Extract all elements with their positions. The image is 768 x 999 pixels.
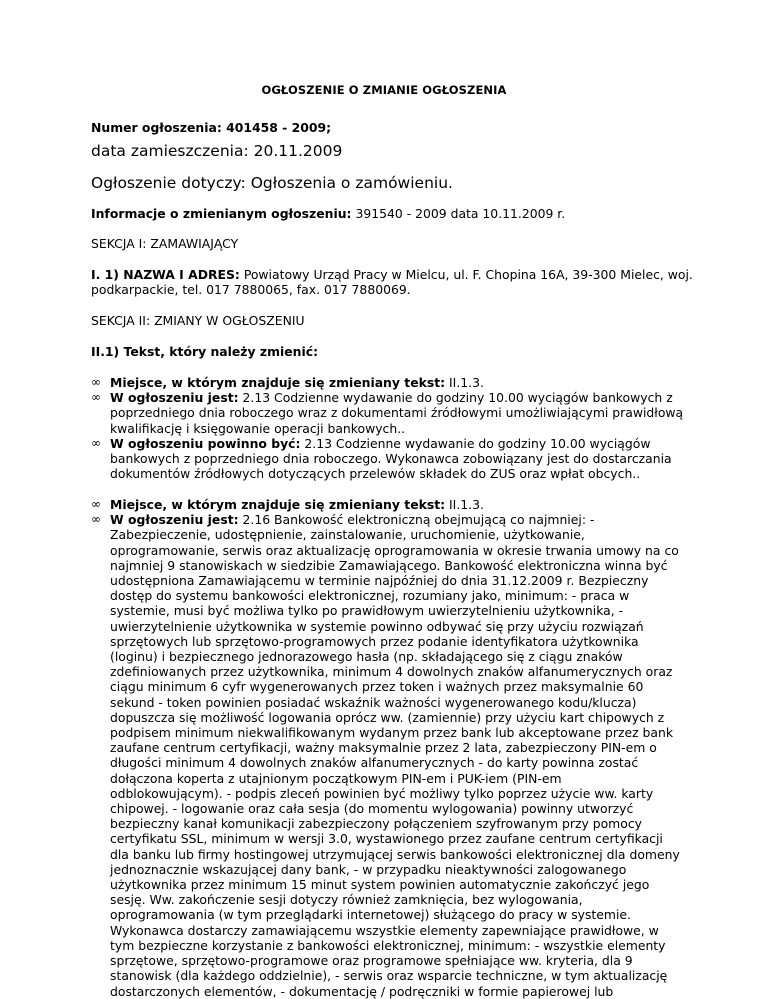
- is-text-line: podpisem minimum niekwalifikowanym wydanym przez bank lub akceptowane przez bank: [110, 725, 674, 741]
- is-text: 2.13 Codzienne wydawanie do godziny 10.00 wyciągów bankowych z: [238, 390, 673, 406]
- is-text-line: najmniej 9 stanowiskach w siedzibie Zamawiającego. Bankowość elektroniczna winna być: [110, 557, 668, 573]
- is-text-line: dołączona koperta z utajnionym początkowym PIN-em i PUK-iem (PIN-em: [110, 770, 562, 786]
- name-and-address: [91, 267, 711, 297]
- changed-announcement-info: [91, 206, 711, 221]
- is-label: W ogłoszeniu jest:: [110, 390, 239, 406]
- info-value: 391540 - 2009 data 10.11.2009 r.: [351, 206, 566, 221]
- address-text: Powiatowy Urząd Pracy w Mielcu, ul. F. Chopina 16A, 39-300 Mielec, woj.: [239, 267, 693, 282]
- is-text-line: (loginu) i bezpiecznego jednorazowego hasła (np. składającego się z ciągu znaków: [110, 649, 623, 665]
- is-text-line: sprzętowych lub sprzętowo-programowych przez podanie identyfikatora użytkownika: [110, 633, 639, 649]
- is-text-line: sprzętowe, sprzętowo-programowe oraz programowe spełniające ww. kryteria, dla 9: [110, 953, 633, 969]
- should-label: W ogłoszeniu powinno być:: [110, 435, 301, 451]
- is-text-line: odblokowującym). - podpis zleceń powinien być możliwy tylko poprzez użycie ww. karty: [110, 785, 654, 801]
- list-item: [91, 512, 711, 999]
- is-text-line: Wykonawca dostarczy zamawiającemu wszystkie elementy zapewniające prawidłowe, w: [110, 922, 659, 938]
- text-change-heading: II.1) Tekst, który należy zmienić:: [91, 344, 319, 359]
- place-label: Miejsce, w którym znajduje się zmieniany tekst:: [110, 375, 446, 390]
- section-1-heading: SEKCJA I: ZAMAWIAJĄCY: [91, 236, 239, 251]
- list-item: [91, 375, 711, 390]
- is-text-line: kwalifikację i księgowanie operacji bankowych..: [110, 420, 406, 436]
- document-title: OGŁOSZENIE O ZMIANIE OGŁOSZENIA: [261, 83, 507, 97]
- is-text-line: dopuszcza się możliwość logowania oprócz ww. (zamiennie) przy użyciu kart chipowych z: [110, 709, 665, 725]
- is-text-line: tym bezpieczne korzystanie z bankowości elektronicznej, minimum: - wszystkie elementy: [110, 937, 666, 953]
- place-value: II.1.3.: [445, 497, 484, 512]
- is-text-line: ciągu minimum 6 cyfr wygenerowanych przez token i ważnych przez maksymalnie 60: [110, 679, 644, 695]
- is-text-line: stanowisk (dla każdego oddzielnie), - serwis oraz wsparcie techniczne, w tym aktualizację: [110, 968, 668, 984]
- address-line: [91, 267, 711, 282]
- is-text-line: Zabezpieczenie, udostępnienie, zainstalowanie, uruchomienie, użytkowanie,: [110, 527, 585, 543]
- should-text-line: dokumentów źródłowych dotyczących przelewów składek do ZUS oraz wpłat obcych..: [110, 466, 641, 482]
- bullet-icon: ∞: [91, 512, 101, 527]
- is-text-line: chipowej. - logowanie oraz cała sesja (do momentu wylogowania) powinny utworzyć: [110, 801, 634, 817]
- announcement-concerns: Ogłoszenie dotyczy: Ogłoszenia o zamówieniu.: [91, 174, 453, 192]
- is-text-line: dostęp do systemu bankowości elektronicznej, rozumiany jako, minimum: - praca w: [110, 588, 630, 604]
- place-value: II.1.3.: [445, 375, 484, 390]
- is-text-line: sekund - token powinien posiadać wskaźnik ważności wygenerowanego kodu/klucza): [110, 694, 637, 710]
- section-2-heading: SEKCJA II: ZMIANY W OGŁOSZENIU: [91, 313, 305, 328]
- is-label: W ogłoszeniu jest:: [110, 512, 239, 528]
- is-text-line: bezpieczny kanał komunikacji zabezpieczony połączeniem szyfrowanym przy pomocy: [110, 816, 642, 832]
- bullet-icon: ∞: [91, 435, 101, 450]
- is-text-line: jednoznacznie wskazującej dany bank, - w przypadku nieaktywności zalogowanego: [110, 861, 627, 877]
- info-label: Informacje o zmienianym ogłoszeniu:: [91, 206, 352, 221]
- list-item: [91, 497, 711, 512]
- is-text-line: długości minimum 4 dowolnych znaków alfanumerycznych - do karty powinna zostać: [110, 755, 639, 771]
- address-line: podkarpackie, tel. 017 7880065, fax. 017 7880069.: [91, 282, 411, 298]
- is-text: 2.16 Bankowość elektroniczną obejmującą co najmniej: -: [238, 512, 595, 528]
- place-label: Miejsce, w którym znajduje się zmieniany tekst:: [110, 497, 446, 512]
- change-list-2: [91, 497, 711, 999]
- should-text-line: bankowych z poprzedniego dnia roboczego. Wykonawca zobowiązany jest do dostarczania: [110, 451, 672, 467]
- is-text-line: użytkownika przez minimum 15 minut system powinien automatycznie zakończyć jego: [110, 877, 650, 893]
- is-text-line: sesję. Ww. zakończenie sesji dotyczy również zamknięcia, bez wylogowania,: [110, 892, 583, 908]
- is-text-line: uwierzytelnienie użytkownika w systemie powinno odbywać się przy użyciu rozwiązań: [110, 618, 644, 634]
- is-text-line: certyfikatu SSL, minimum w wersji 3.0, wystawionego przez zaufane centrum certyfikacji: [110, 831, 663, 847]
- is-text-line: oprogramowania (w tym przeglądarki internetowej) służącego do pracy w systemie.: [110, 907, 631, 923]
- announcement-number: Numer ogłoszenia: 401458 - 2009;: [91, 120, 332, 135]
- bullet-icon: ∞: [91, 497, 101, 511]
- publication-date: data zamieszczenia: 20.11.2009: [91, 142, 343, 160]
- is-text-line: poprzedniego dnia roboczego wraz z dokumentami źródłowymi umożliwiającymi prawidłową: [110, 405, 684, 421]
- is-text-line: systemie, musi być możliwa tylko po prawidłowym uwierzytelnieniu użytkownika, -: [110, 603, 624, 619]
- is-text-line: zdefiniowanych przez użytkownika, minimum 4 dowolnych znaków alfanumerycznych oraz: [110, 664, 673, 680]
- list-item: [91, 436, 711, 482]
- address-label: I. 1) NAZWA I ADRES:: [91, 267, 240, 282]
- is-text-line: oprogramowanie, serwis oraz aktualizację oprogramowania w okresie trwania umowy na co: [110, 542, 679, 558]
- bullet-icon: ∞: [91, 375, 101, 389]
- change-list-1: [91, 375, 711, 481]
- is-text-line: zaufane centrum certyfikacji, ważny maksymalnie przez 2 lata, zabezpieczony PIN-em o: [110, 740, 657, 756]
- is-text-line: dostarczonych elementów, - dokumentację / podręczniki w formie papierowej lub: [110, 983, 614, 999]
- bullet-icon: ∞: [91, 390, 101, 405]
- should-text: 2.13 Codzienne wydawanie do godziny 10.00 wyciągów: [300, 435, 651, 451]
- list-item: [91, 390, 711, 436]
- is-text-line: udostępniona Zamawiającemu w terminie najpóźniej do dnia 31.12.2009 r. Bezpieczny: [110, 573, 649, 589]
- is-text-line: dla banku lub firmy hostingowej utrzymującej serwis bankowości elektronicznej dla domeny: [110, 846, 680, 862]
